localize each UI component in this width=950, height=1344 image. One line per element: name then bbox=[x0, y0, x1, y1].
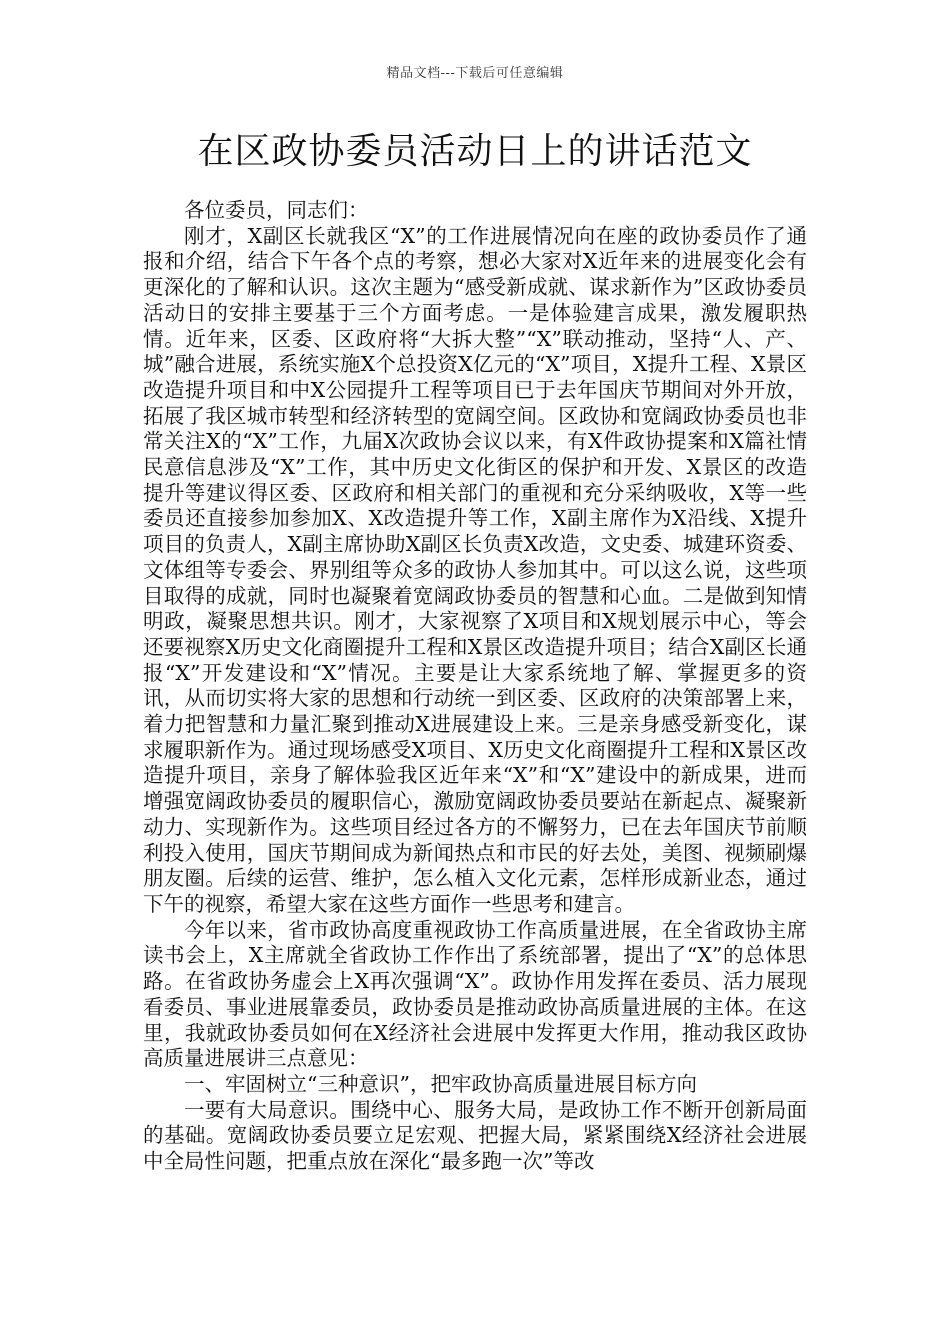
body-paragraph-2: 今年以来，省市政协高度重视政协工作高质量进展，在全省政协主席读书会上，X主席就全省政协工作作出了系统部署，提出了“X”的总体思路。在省政协务虚会上X再次强调“X”。政协作用发挥在委员、活力展现看委员、事业进展靠委员，政协委员是推动政协高质量进展的主体。在这里，我就政协委员如何在X经济社会进展中发挥更大作用，推动我区政协高质量进展讲三点意见： bbox=[143, 917, 807, 1071]
body-paragraph-1: 刚才，X副区长就我区“X”的工作进展情况向在座的政协委员作了通报和介绍，结合下午各个点的考察，想必大家对X近年来的进展变化会有更深化的了解和认识。这次主题为“感受新成就、谋求新作为”区政协委员活动日的安排主要基于三个方面考虑。一是体验建言成果，激发履职热情。近年来，区委、区政府将“大拆大整”“X”联动推动，坚持“人、产、城”融合进展，系统实施X个总投资X亿元的“X”项目，X提升工程、X景区改造提升项目和中X公园提升工程等项目已于去年国庆节期间对外开放，拓展了我区城市转型和经济转型的宽阔空间。区政协和宽阔政协委员也非常关注X的“X”工作，九届X次政协会议以来，有X件政协提案和X篇社情民意信息涉及“X”工作，其中历史文化街区的保护和开发、X景区的改造提升等建议得区委、区政府和相关部门的重视和充分采纳吸收，X等一些委员还直接参加参加X、X改造提升等工作，X副主席作为X沿线、X提升项目的负责人，X副主席协助X副区长负责X改造，文史委、城建环资委、文体组等专委会、界别组等众多的政协人参加其中。可以这么说，这些项目取得的成就，同时也凝聚着宽阔政协委员的智慧和心血。二是做到知情明政，凝聚思想共识。刚才，大家视察了X项目和X规划展示中心，等会还要视察X历史文化商圈提升工程和X景区改造提升项目；结合X副区长通报“X”开发建设和“X”情况。主要是让大家系统地了解、掌握更多的资讯，从而切实将大家的思想和行动统一到区委、区政府的决策部署上来，着力把智慧和力量汇聚到推动X进展建设上来。三是亲身感受新变化，谋求履职新作为。通过现场感受X项目、X历史文化商圈提升工程和X景区改造提升项目，亲身了解体验我区近年来“X”和“X”建设中的新成果，进而增强宽阔政协委员的履职信心，激励宽阔政协委员要站在新起点、凝聚新动力、实现新作为。这些项目经过各方的不懈努力，已在去年国庆节前顺利投入使用，国庆节期间成为新闻热点和市民的好去处，美图、视频刷爆朋友圈。后续的运营、维护，怎么植入文化元素，怎样形成新业态，通过下午的视察，希望大家在这些方面作一些思考和建言。 bbox=[143, 223, 807, 916]
document-title: 在区政协委员活动日上的讲话范文 bbox=[197, 131, 753, 172]
page-header-note: 精品文档---下载后可任意编辑 bbox=[386, 66, 564, 81]
document-body bbox=[143, 198, 807, 1175]
section-paragraph: 一要有大局意识。围绕中心、服务大局，是政协工作不断开创新局面的基础。宽阔政协委员要立足宏观、把握大局，紧紧围绕X经济社会进展中全局性问题，把重点放在深化“最多跑一次”等改 bbox=[143, 1097, 807, 1174]
section-heading: 一、牢固树立“三种意识”，把牢政协高质量进展目标方向 bbox=[184, 1071, 697, 1096]
greeting-line: 各位委员，同志们： bbox=[184, 198, 369, 222]
